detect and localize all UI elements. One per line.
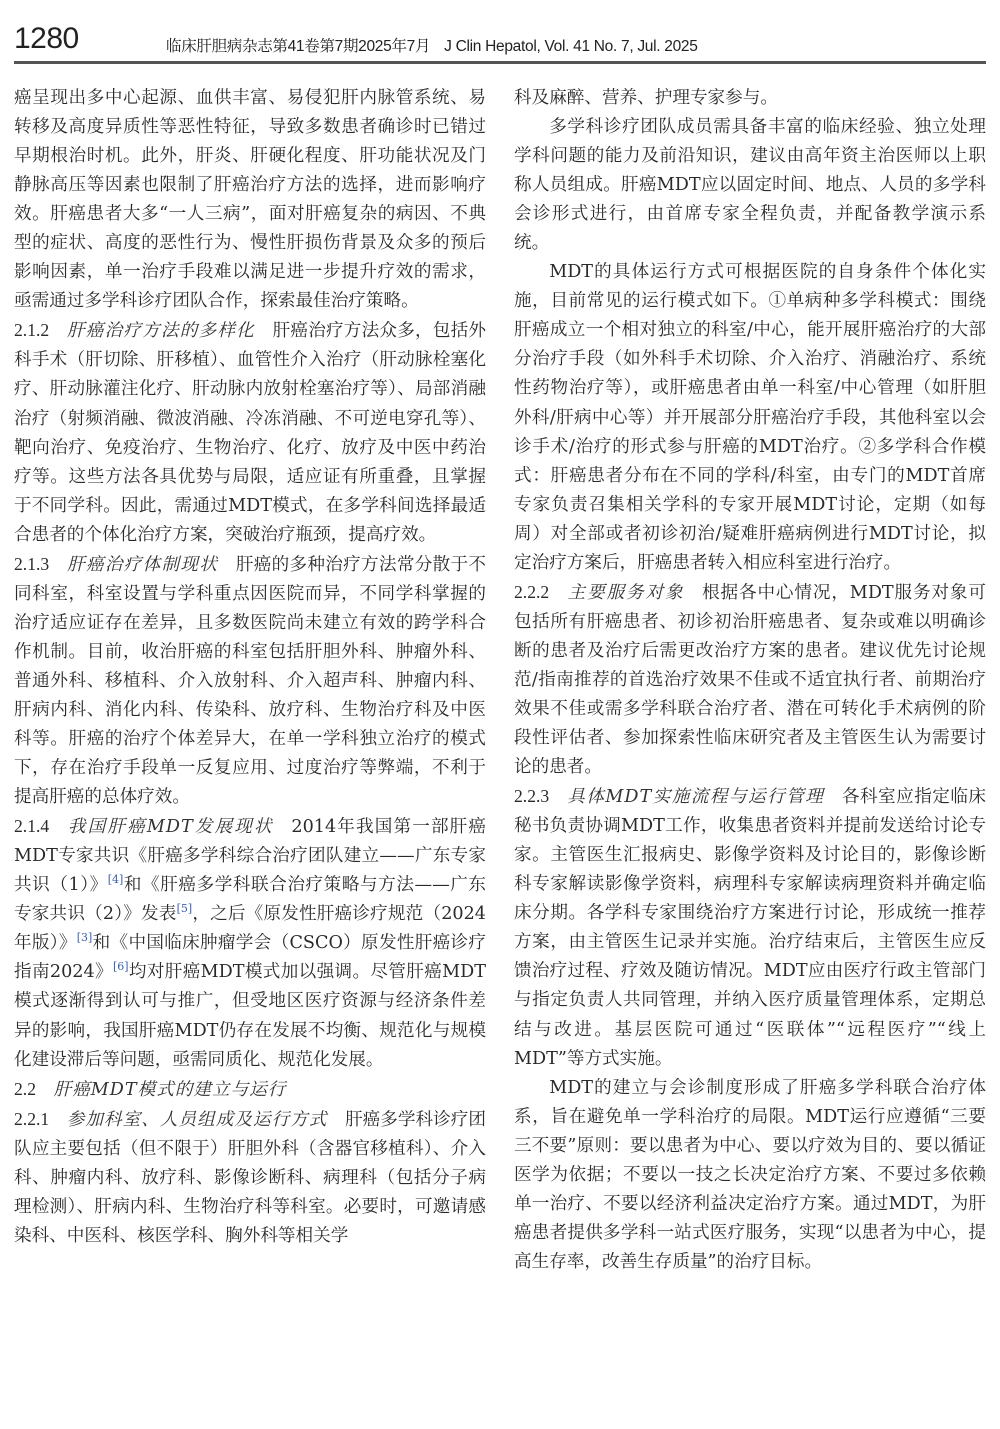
section-number: 2.2.3: [514, 786, 550, 807]
section-title: 主要服务对象: [566, 582, 685, 603]
section-body: 根据各中心情况，MDT服务对象可包括所有肝癌患者、初诊初治肝癌患者、复杂或难以明确诊断的患者及治疗后需更改治疗方案的患者。建议优先讨论规范/指南推荐的首选治疗效果不佳或不适宜执行者、前期治疗效果不佳或需多学科联合治疗者、潜在可转化手术病例的阶段性评估者、参加探索性临床研究者及主管医生认为需要讨论的患者。: [514, 582, 986, 778]
section-2-1-3: [14, 550, 486, 812]
journal-name-cn: 临床肝胆病杂志第41卷第7期2025年7月: [166, 38, 431, 55]
section-body-part: 2014年我国第一部肝癌MDT专家共识《肝癌多学科综合治疗团队建立——广东专家共识（1）》: [14, 817, 487, 896]
right-column: [514, 84, 986, 1277]
header-rule: [14, 61, 986, 64]
section-2-1-2: [14, 316, 486, 549]
journal-name-en: J Clin Hepatol, Vol. 41 No. 7, Jul. 2025: [444, 38, 698, 55]
citation-link[interactable]: [6]: [112, 960, 129, 974]
section-body-part: 均对肝癌MDT模式加以强调。尽管肝癌MDT模式逐渐得到认可与推广，但受地区医疗资源与经济条件差异的影响，我国肝癌MDT仍存在发展不均衡、规范化与规模化建设滞后等问题，亟需同质化、规范化发展。: [14, 962, 486, 1070]
section-body: 肝癌治疗方法众多，包括外科手术（肝切除、肝移植）、血管性介入治疗（肝动脉栓塞化疗、肝动脉灌注化疗、肝动脉内放射栓塞治疗等）、局部消融治疗（射频消融、微波消融、冷冻消融、不可逆电穿孔等）、靶向治疗、免疫治疗、生物治疗、化疗、放疗及中医中药治疗等。这些方法各具优势与局限，适应证有所重叠，且掌握于不同学科。因此，需通过MDT模式，在多学科间选择最适合患者的个体化治疗方案，突破治疗瓶颈，提高疗效。: [14, 321, 486, 545]
section-2-2-1: [14, 1105, 486, 1251]
section-number: 2.2.2: [514, 581, 550, 602]
paragraph-operation-modes: MDT的具体运行方式可根据医院的自身条件个体化实施，目前常见的运行模式如下。①单病种多学科模式：围绕肝癌成立一个相对独立的科室/中心，能开展肝癌治疗的大部分治疗手段（如外科手术切除、介入治疗、消融治疗、系统性药物治疗等），或肝癌患者由单一科室/中心管理（如肝胆外科/肝病中心等）并开展部分肝癌治疗手段，其他科室以会诊手术/治疗的形式参与肝癌的MDT治疗。②多学科合作模式：肝癌患者分布在不同的学科/科室，由专门的MDT首席专家负责召集相关学科的专家开展MDT讨论，定期（如每周）对全部或者初诊初治/疑难肝癌病例进行MDT讨论，拟定治疗方案后，肝癌患者转入相应科室进行治疗。: [514, 262, 986, 573]
citation-link[interactable]: [4]: [107, 873, 124, 887]
journal-citation-line: [166, 34, 698, 56]
section-title: 我国肝癌MDT发展现状: [66, 817, 274, 838]
section-body-part: 和《肝癌多学科联合治疗策略与方法——广东专家共识（2）》发表: [14, 875, 486, 925]
paragraph-team-members: 多学科诊疗团队成员需具备丰富的临床经验、独立处理学科问题的能力及前沿知识，建议由高年资主治医师以上职称人员组成。肝癌MDT应以固定时间、地点、人员的多学科会诊形式进行，由首席专家全程负责，并配备教学演示系统。: [514, 117, 986, 254]
section-body: 肝癌的多种治疗方法常分散于不同科室，科室设置与学科重点因医院而异，不同学科掌握的治疗适应证存在差异，且多数医院尚未建立有效的跨学科合作机制。目前，收治肝癌的科室包括肝胆外科、肿瘤外科、普通外科、移植科、介入放射科、介入超声科、肿瘤内科、肝病内科、消化内科、传染科、放疗科、生物治疗科及中医科等。肝癌的治疗个体差异大，在单一学科独立治疗的模式下，存在治疗手段单一反复应用、过度治疗等弊端，不利于提高肝癌的总体疗效。: [14, 554, 486, 808]
section-title: 肝癌治疗体制现状: [66, 554, 219, 575]
paragraph-intro-continued: 癌呈现出多中心起源、血供丰富、易侵犯肝内脉管系统、易转移及高度异质性等恶性特征，导致多数患者确诊时已错过早期根治时机。此外，肝炎、肝硬化程度、肝功能状况及门静脉高压等因素也限制了肝癌治疗方法的选择，进而影响疗效。肝癌患者大多“一人三病”，面对肝癌复杂的病因、不典型的症状、高度的恶性行为、慢性肝损伤背景及众多的预后影响因素，单一治疗手段难以满足进一步提升疗效的需求，亟需通过多学科诊疗团队合作，探索最佳治疗策略。: [14, 88, 486, 312]
section-number: 2.1.3: [14, 553, 50, 574]
section-2-2-3: [514, 782, 986, 1073]
section-body-part: ，之后《原发性肝癌诊疗规范（2024年版）》: [14, 904, 486, 954]
section-number: 2.1.4: [14, 816, 50, 837]
paragraph-summary: MDT的建立与会诊制度形成了肝癌多学科联合治疗体系，旨在避免单一学科治疗的局限。MDT运行应遵循“三要三不要”原则：要以患者为中心、要以疗效为目的、要以循证医学为依据；不要以一技之长决定治疗方案、不要过多依赖单一治疗、不要以经济利益决定治疗方案。通过MDT，为肝癌患者提供多学科一站式医疗服务，实现“以患者为中心，提高生存率，改善生存质量”的治疗目标。: [514, 1077, 986, 1272]
section-2-2-heading: [14, 1075, 486, 1105]
section-title: 具体MDT实施流程与运行管理: [566, 787, 825, 808]
section-title: 肝癌MDT模式的建立与运行: [53, 1079, 287, 1100]
citation-link[interactable]: [3]: [76, 931, 93, 945]
section-body-part: 和《中国临床肿瘤学会（CSCO）原发性肝癌诊疗指南2024》: [14, 933, 486, 983]
section-number: 2.2.1: [14, 1108, 50, 1129]
section-title: 参加科室、人员组成及运行方式: [66, 1109, 328, 1130]
section-number: 2.2: [14, 1078, 36, 1099]
paragraph-2-2-1-continued: 科及麻醉、营养、护理专家参与。: [514, 88, 778, 108]
section-title: 肝癌治疗方法的多样化: [66, 321, 255, 342]
section-2-1-4: [14, 812, 486, 1074]
section-body: 肝癌多学科诊疗团队应主要包括（但不限于）肝胆外科（含器官移植科）、介入科、肿瘤内科、放疗科、影像诊断科、病理科（包括分子病理检测）、肝病内科、生物治疗科等科室。必要时，可邀请感染科、中医科、核医学科、胸外科等相关学: [14, 1109, 486, 1246]
section-2-2-2: [514, 578, 986, 782]
page-number: 1280: [14, 22, 79, 55]
left-column: [14, 84, 486, 1251]
section-number: 2.1.2: [14, 320, 50, 341]
citation-link[interactable]: [5]: [176, 902, 193, 916]
section-body: 各科室应指定临床秘书负责协调MDT工作，收集患者资料并提前发送给讨论专家。主管医生汇报病史、影像学资料及讨论目的，影像诊断科专家解读影像学资料，病理科专家解读病理资料并确定临床分期。各学科专家围绕治疗方案进行讨论，形成统一推荐方案，由主管医生记录并实施。治疗结束后，主管医生应反馈治疗过程、疗效及随访情况。MDT应由医疗行政主管部门与指定负责人共同管理，并纳入医疗质量管理体系，定期总结与改进。基层医院可通过“医联体”“远程医疗”“线上MDT”等方式实施。: [514, 787, 986, 1069]
